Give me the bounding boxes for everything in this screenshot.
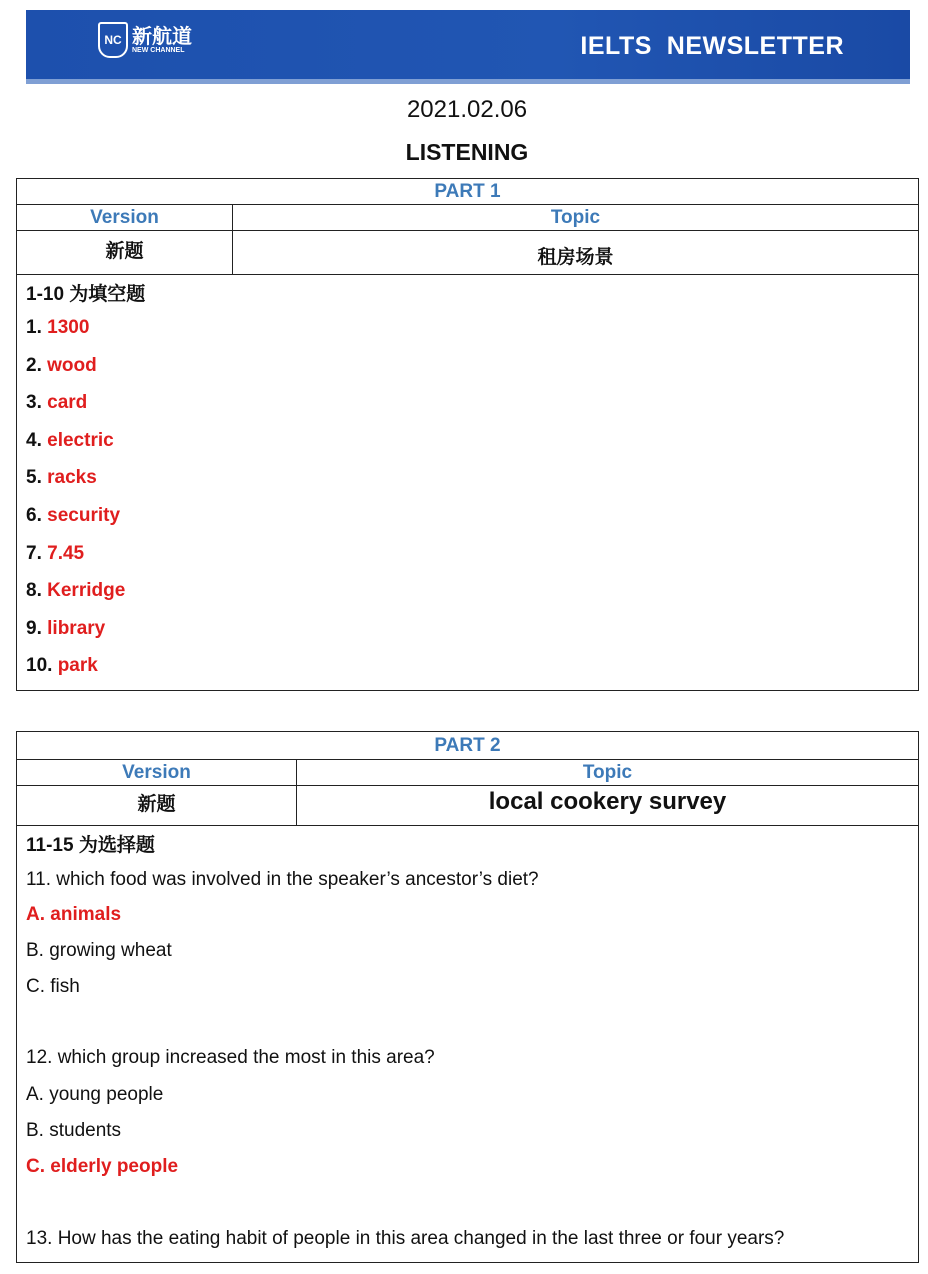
answer-value: park [57, 655, 98, 677]
version-value: 新题 [17, 231, 233, 274]
q12-option-b: B. students [26, 1120, 122, 1141]
answer-number: 5. [26, 467, 42, 489]
answer-value: wood [47, 354, 97, 376]
answer-item [26, 317, 89, 339]
question-13: 13. How has the eating habit of people in this area changed in the last three or four years? [26, 1228, 785, 1249]
part2-table [16, 731, 919, 1263]
answer-number: 7. [26, 542, 42, 564]
instruction: 1-10 为填空题 [26, 284, 146, 305]
answer-number: 4. [26, 429, 42, 451]
answer-number: 10. [26, 655, 53, 677]
version-label: Version [17, 205, 233, 230]
answer-value: 1300 [47, 317, 90, 338]
answer-item [26, 543, 84, 565]
instruction: 11-15 为选择题 [26, 835, 155, 856]
topic-value: local cookery survey [488, 788, 727, 815]
answer-item [26, 618, 105, 640]
answer-value: 7.45 [47, 542, 85, 564]
part2-title: PART 2 [17, 732, 918, 760]
answer-item [26, 430, 114, 452]
banner-title: IELTS NEWSLETTER [580, 32, 844, 60]
section-heading: LISTENING [405, 139, 529, 165]
answer-item [26, 467, 97, 489]
answer-item [26, 580, 125, 602]
answer-value: security [47, 505, 121, 526]
answer-number: 9. [26, 617, 42, 639]
answer-number: 6. [26, 505, 42, 526]
answer-value: card [47, 392, 88, 414]
answer-item [26, 655, 98, 677]
logo-cn: 新航道 [132, 25, 192, 48]
answer-number: 2. [26, 354, 42, 376]
logo-en: NEW CHANNEL [132, 46, 185, 54]
answer-value: racks [47, 467, 97, 489]
answer-item [26, 355, 97, 377]
q11-option-c: C. fish [26, 976, 80, 997]
q12-option-c-correct: C. elderly people [26, 1156, 179, 1177]
answer-value: library [47, 617, 106, 639]
answer-item [26, 392, 87, 414]
answer-number: 8. [26, 580, 42, 602]
logo-shield-icon: NC [98, 22, 128, 58]
question-11: 11. which food was involved in the speaker’s ancestor’s diet? [26, 869, 539, 890]
q11-option-b: B. growing wheat [26, 940, 172, 961]
question-12: 12. which group increased the most in this area? [26, 1047, 435, 1068]
answer-item [26, 505, 120, 527]
version-value: 新题 [17, 786, 297, 825]
topic-label: Topic [582, 761, 633, 783]
answer-value: electric [47, 429, 114, 451]
answer-number: 1. [26, 317, 42, 338]
topic-label: Topic [550, 206, 601, 228]
part1-title: PART 1 [17, 179, 918, 205]
logo [98, 22, 192, 58]
newsletter-banner [26, 10, 910, 84]
date: 2021.02.06 [406, 96, 528, 123]
q11-option-a-correct: A. animals [26, 904, 122, 925]
q12-option-a: A. young people [26, 1084, 164, 1105]
version-label: Version [17, 760, 297, 785]
answer-value: Kerridge [47, 580, 126, 602]
part1-table [16, 178, 919, 691]
topic-value: 租房场景 [537, 247, 614, 268]
answer-number: 3. [26, 392, 42, 414]
